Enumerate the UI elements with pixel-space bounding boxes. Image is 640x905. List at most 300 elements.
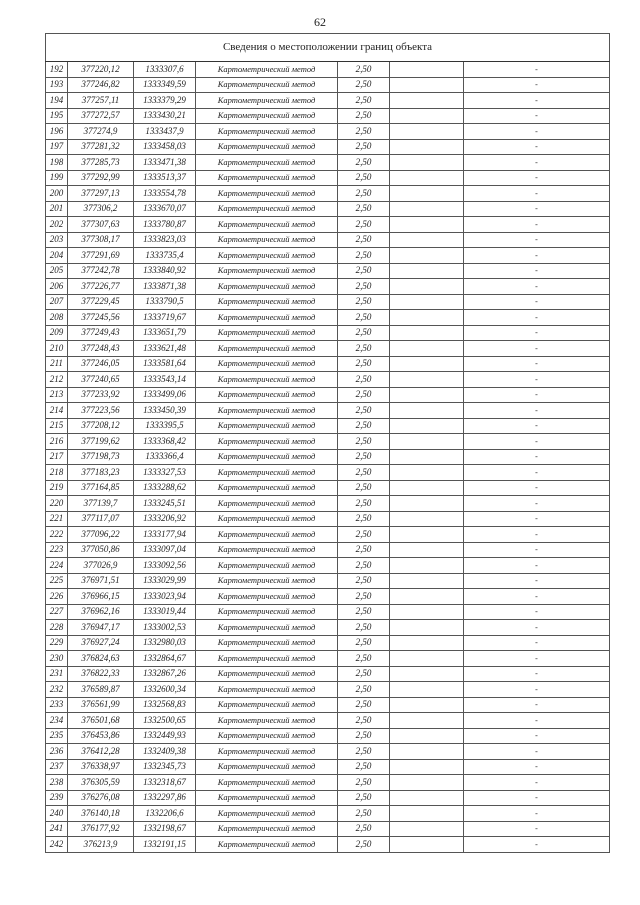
note-cell: - — [464, 248, 610, 264]
y-coordinate-cell: 1332980,03 — [134, 635, 196, 651]
accuracy-cell: 2,50 — [338, 697, 390, 713]
y-coordinate-cell: 1333790,5 — [134, 294, 196, 310]
description-cell — [390, 666, 464, 682]
method-cell: Картометрический метод — [196, 248, 338, 264]
note-cell: - — [464, 635, 610, 651]
x-coordinate-cell: 377292,99 — [68, 170, 134, 186]
description-cell — [390, 651, 464, 667]
point-number-cell: 202 — [46, 217, 68, 233]
accuracy-cell: 2,50 — [338, 155, 390, 171]
x-coordinate-cell: 377198,73 — [68, 449, 134, 465]
point-number-cell: 196 — [46, 124, 68, 140]
description-cell — [390, 682, 464, 698]
note-cell: - — [464, 403, 610, 419]
y-coordinate-cell: 1333368,42 — [134, 434, 196, 450]
accuracy-cell: 2,50 — [338, 651, 390, 667]
x-coordinate-cell: 377240,65 — [68, 372, 134, 388]
description-cell — [390, 434, 464, 450]
method-cell: Картометрический метод — [196, 620, 338, 636]
point-number-cell: 241 — [46, 821, 68, 837]
description-cell — [390, 558, 464, 574]
point-number-cell: 221 — [46, 511, 68, 527]
x-coordinate-cell: 377246,82 — [68, 77, 134, 93]
description-cell — [390, 573, 464, 589]
point-number-cell: 193 — [46, 77, 68, 93]
description-cell — [390, 93, 464, 109]
note-cell: - — [464, 155, 610, 171]
description-cell — [390, 821, 464, 837]
note-cell: - — [464, 775, 610, 791]
point-number-cell: 206 — [46, 279, 68, 295]
table-row — [46, 93, 610, 109]
table-row — [46, 434, 610, 450]
accuracy-cell: 2,50 — [338, 325, 390, 341]
description-cell — [390, 387, 464, 403]
method-cell: Картометрический метод — [196, 310, 338, 326]
description-cell — [390, 449, 464, 465]
method-cell: Картометрический метод — [196, 294, 338, 310]
accuracy-cell: 2,50 — [338, 821, 390, 837]
y-coordinate-cell: 1333206,92 — [134, 511, 196, 527]
table-row — [46, 217, 610, 233]
note-cell: - — [464, 93, 610, 109]
y-coordinate-cell: 1333029,99 — [134, 573, 196, 589]
point-number-cell: 201 — [46, 201, 68, 217]
table-row — [46, 527, 610, 543]
note-cell: - — [464, 744, 610, 760]
point-number-cell: 219 — [46, 480, 68, 496]
y-coordinate-cell: 1333499,06 — [134, 387, 196, 403]
description-cell — [390, 806, 464, 822]
x-coordinate-cell: 377050,86 — [68, 542, 134, 558]
point-number-cell: 216 — [46, 434, 68, 450]
note-cell: - — [464, 418, 610, 434]
table-row — [46, 542, 610, 558]
method-cell: Картометрический метод — [196, 759, 338, 775]
note-cell: - — [464, 806, 610, 822]
note-cell: - — [464, 124, 610, 140]
x-coordinate-cell: 377285,73 — [68, 155, 134, 171]
description-cell — [390, 604, 464, 620]
description-cell — [390, 589, 464, 605]
point-number-cell: 207 — [46, 294, 68, 310]
method-cell: Картометрический метод — [196, 263, 338, 279]
x-coordinate-cell: 376822,33 — [68, 666, 134, 682]
table-row — [46, 372, 610, 388]
description-cell — [390, 124, 464, 140]
description-cell — [390, 837, 464, 853]
x-coordinate-cell: 376412,28 — [68, 744, 134, 760]
point-number-cell: 203 — [46, 232, 68, 248]
point-number-cell: 205 — [46, 263, 68, 279]
x-coordinate-cell: 377220,12 — [68, 62, 134, 78]
table-row — [46, 248, 610, 264]
y-coordinate-cell: 1333307,6 — [134, 62, 196, 78]
description-cell — [390, 775, 464, 791]
x-coordinate-cell: 377281,32 — [68, 139, 134, 155]
x-coordinate-cell: 377233,92 — [68, 387, 134, 403]
method-cell: Картометрический метод — [196, 77, 338, 93]
method-cell: Картометрический метод — [196, 713, 338, 729]
y-coordinate-cell: 1333002,53 — [134, 620, 196, 636]
x-coordinate-cell: 376966,15 — [68, 589, 134, 605]
accuracy-cell: 2,50 — [338, 294, 390, 310]
x-coordinate-cell: 377307,63 — [68, 217, 134, 233]
description-cell — [390, 279, 464, 295]
point-number-cell: 224 — [46, 558, 68, 574]
point-number-cell: 194 — [46, 93, 68, 109]
method-cell: Картометрический метод — [196, 480, 338, 496]
note-cell: - — [464, 837, 610, 853]
accuracy-cell: 2,50 — [338, 806, 390, 822]
table-row — [46, 682, 610, 698]
description-cell — [390, 418, 464, 434]
description-cell — [390, 635, 464, 651]
x-coordinate-cell: 377291,69 — [68, 248, 134, 264]
y-coordinate-cell: 1333349,59 — [134, 77, 196, 93]
y-coordinate-cell: 1333780,87 — [134, 217, 196, 233]
x-coordinate-cell: 377274,9 — [68, 124, 134, 140]
y-coordinate-cell: 1333450,39 — [134, 403, 196, 419]
point-number-cell: 223 — [46, 542, 68, 558]
table-row — [46, 728, 610, 744]
x-coordinate-cell: 376927,24 — [68, 635, 134, 651]
table-row — [46, 651, 610, 667]
table-row — [46, 201, 610, 217]
accuracy-cell: 2,50 — [338, 682, 390, 698]
table-row — [46, 341, 610, 357]
y-coordinate-cell: 1332345,73 — [134, 759, 196, 775]
x-coordinate-cell: 376589,87 — [68, 682, 134, 698]
method-cell: Картометрический метод — [196, 821, 338, 837]
method-cell: Картометрический метод — [196, 124, 338, 140]
note-cell: - — [464, 511, 610, 527]
table-row — [46, 496, 610, 512]
x-coordinate-cell: 377306,2 — [68, 201, 134, 217]
x-coordinate-cell: 377242,78 — [68, 263, 134, 279]
x-coordinate-cell: 377249,43 — [68, 325, 134, 341]
y-coordinate-cell: 1333177,94 — [134, 527, 196, 543]
point-number-cell: 199 — [46, 170, 68, 186]
point-number-cell: 240 — [46, 806, 68, 822]
x-coordinate-cell: 376947,17 — [68, 620, 134, 636]
note-cell: - — [464, 620, 610, 636]
accuracy-cell: 2,50 — [338, 542, 390, 558]
x-coordinate-cell: 376177,92 — [68, 821, 134, 837]
method-cell: Картометрический метод — [196, 496, 338, 512]
method-cell: Картометрический метод — [196, 372, 338, 388]
note-cell: - — [464, 465, 610, 481]
description-cell — [390, 77, 464, 93]
x-coordinate-cell: 377117,07 — [68, 511, 134, 527]
note-cell: - — [464, 821, 610, 837]
point-number-cell: 209 — [46, 325, 68, 341]
method-cell: Картометрический метод — [196, 527, 338, 543]
method-cell: Картометрический метод — [196, 573, 338, 589]
accuracy-cell: 2,50 — [338, 232, 390, 248]
table-row — [46, 403, 610, 419]
x-coordinate-cell: 376305,59 — [68, 775, 134, 791]
y-coordinate-cell: 1332449,93 — [134, 728, 196, 744]
x-coordinate-cell: 377246,05 — [68, 356, 134, 372]
y-coordinate-cell: 1333366,4 — [134, 449, 196, 465]
note-cell: - — [464, 372, 610, 388]
point-number-cell: 218 — [46, 465, 68, 481]
accuracy-cell: 2,50 — [338, 186, 390, 202]
point-number-cell: 211 — [46, 356, 68, 372]
table-row — [46, 480, 610, 496]
table-title-row — [46, 34, 610, 62]
method-cell: Картометрический метод — [196, 279, 338, 295]
y-coordinate-cell: 1332500,65 — [134, 713, 196, 729]
method-cell: Картометрический метод — [196, 635, 338, 651]
description-cell — [390, 108, 464, 124]
table-row — [46, 573, 610, 589]
y-coordinate-cell: 1333458,03 — [134, 139, 196, 155]
method-cell: Картометрический метод — [196, 666, 338, 682]
table-row — [46, 806, 610, 822]
point-number-cell: 230 — [46, 651, 68, 667]
accuracy-cell: 2,50 — [338, 217, 390, 233]
method-cell: Картометрический метод — [196, 232, 338, 248]
y-coordinate-cell: 1333023,94 — [134, 589, 196, 605]
y-coordinate-cell: 1333823,03 — [134, 232, 196, 248]
point-number-cell: 226 — [46, 589, 68, 605]
point-number-cell: 235 — [46, 728, 68, 744]
point-number-cell: 239 — [46, 790, 68, 806]
accuracy-cell: 2,50 — [338, 604, 390, 620]
note-cell: - — [464, 62, 610, 78]
boundary-coordinates-table — [45, 33, 610, 853]
point-number-cell: 198 — [46, 155, 68, 171]
accuracy-cell: 2,50 — [338, 527, 390, 543]
note-cell: - — [464, 232, 610, 248]
x-coordinate-cell: 377308,17 — [68, 232, 134, 248]
description-cell — [390, 527, 464, 543]
table-row — [46, 635, 610, 651]
description-cell — [390, 62, 464, 78]
accuracy-cell: 2,50 — [338, 620, 390, 636]
description-cell — [390, 713, 464, 729]
method-cell: Картометрический метод — [196, 697, 338, 713]
note-cell: - — [464, 651, 610, 667]
point-number-cell: 229 — [46, 635, 68, 651]
accuracy-cell: 2,50 — [338, 341, 390, 357]
x-coordinate-cell: 377226,77 — [68, 279, 134, 295]
accuracy-cell: 2,50 — [338, 728, 390, 744]
point-number-cell: 200 — [46, 186, 68, 202]
table-row — [46, 759, 610, 775]
point-number-cell: 233 — [46, 697, 68, 713]
note-cell: - — [464, 201, 610, 217]
note-cell: - — [464, 589, 610, 605]
method-cell: Картометрический метод — [196, 465, 338, 481]
description-cell — [390, 170, 464, 186]
y-coordinate-cell: 1332600,34 — [134, 682, 196, 698]
y-coordinate-cell: 1333543,14 — [134, 372, 196, 388]
point-number-cell: 242 — [46, 837, 68, 853]
accuracy-cell: 2,50 — [338, 279, 390, 295]
accuracy-cell: 2,50 — [338, 635, 390, 651]
point-number-cell: 237 — [46, 759, 68, 775]
method-cell: Картометрический метод — [196, 434, 338, 450]
y-coordinate-cell: 1333437,9 — [134, 124, 196, 140]
x-coordinate-cell: 377199,62 — [68, 434, 134, 450]
y-coordinate-cell: 1332318,67 — [134, 775, 196, 791]
note-cell: - — [464, 728, 610, 744]
method-cell: Картометрический метод — [196, 403, 338, 419]
x-coordinate-cell: 377248,43 — [68, 341, 134, 357]
y-coordinate-cell: 1333735,4 — [134, 248, 196, 264]
x-coordinate-cell: 377164,85 — [68, 480, 134, 496]
point-number-cell: 213 — [46, 387, 68, 403]
y-coordinate-cell: 1333395,5 — [134, 418, 196, 434]
note-cell: - — [464, 294, 610, 310]
description-cell — [390, 496, 464, 512]
accuracy-cell: 2,50 — [338, 666, 390, 682]
point-number-cell: 204 — [46, 248, 68, 264]
table-row — [46, 837, 610, 853]
point-number-cell: 195 — [46, 108, 68, 124]
table-row — [46, 155, 610, 171]
accuracy-cell: 2,50 — [338, 496, 390, 512]
point-number-cell: 238 — [46, 775, 68, 791]
note-cell: - — [464, 387, 610, 403]
note-cell: - — [464, 666, 610, 682]
accuracy-cell: 2,50 — [338, 62, 390, 78]
accuracy-cell: 2,50 — [338, 449, 390, 465]
table-row — [46, 325, 610, 341]
method-cell: Картометрический метод — [196, 93, 338, 109]
note-cell: - — [464, 325, 610, 341]
table-row — [46, 589, 610, 605]
accuracy-cell: 2,50 — [338, 775, 390, 791]
x-coordinate-cell: 377257,11 — [68, 93, 134, 109]
table-row — [46, 108, 610, 124]
method-cell: Картометрический метод — [196, 604, 338, 620]
method-cell: Картометрический метод — [196, 558, 338, 574]
point-number-cell: 234 — [46, 713, 68, 729]
accuracy-cell: 2,50 — [338, 387, 390, 403]
y-coordinate-cell: 1333651,79 — [134, 325, 196, 341]
y-coordinate-cell: 1333871,38 — [134, 279, 196, 295]
accuracy-cell: 2,50 — [338, 434, 390, 450]
x-coordinate-cell: 377096,22 — [68, 527, 134, 543]
note-cell: - — [464, 341, 610, 357]
table-row — [46, 620, 610, 636]
note-cell: - — [464, 310, 610, 326]
table-body — [46, 34, 610, 853]
method-cell: Картометрический метод — [196, 511, 338, 527]
x-coordinate-cell: 377026,9 — [68, 558, 134, 574]
point-number-cell: 222 — [46, 527, 68, 543]
y-coordinate-cell: 1333288,62 — [134, 480, 196, 496]
point-number-cell: 192 — [46, 62, 68, 78]
x-coordinate-cell: 376971,51 — [68, 573, 134, 589]
note-cell: - — [464, 790, 610, 806]
table-row — [46, 713, 610, 729]
table-row — [46, 387, 610, 403]
description-cell — [390, 263, 464, 279]
description-cell — [390, 372, 464, 388]
y-coordinate-cell: 1333621,48 — [134, 341, 196, 357]
accuracy-cell: 2,50 — [338, 589, 390, 605]
point-number-cell: 214 — [46, 403, 68, 419]
description-cell — [390, 465, 464, 481]
table-row — [46, 279, 610, 295]
table-row — [46, 418, 610, 434]
y-coordinate-cell: 1332568,83 — [134, 697, 196, 713]
table-row — [46, 790, 610, 806]
accuracy-cell: 2,50 — [338, 480, 390, 496]
description-cell — [390, 201, 464, 217]
table-row — [46, 77, 610, 93]
note-cell: - — [464, 604, 610, 620]
note-cell: - — [464, 356, 610, 372]
y-coordinate-cell: 1332867,26 — [134, 666, 196, 682]
point-number-cell: 215 — [46, 418, 68, 434]
table-row — [46, 139, 610, 155]
note-cell: - — [464, 527, 610, 543]
y-coordinate-cell: 1333019,44 — [134, 604, 196, 620]
note-cell: - — [464, 759, 610, 775]
note-cell: - — [464, 713, 610, 729]
method-cell: Картометрический метод — [196, 744, 338, 760]
y-coordinate-cell: 1333379,29 — [134, 93, 196, 109]
method-cell: Картометрический метод — [196, 186, 338, 202]
method-cell: Картометрический метод — [196, 356, 338, 372]
note-cell: - — [464, 108, 610, 124]
note-cell: - — [464, 217, 610, 233]
note-cell: - — [464, 496, 610, 512]
table-row — [46, 62, 610, 78]
table-row — [46, 186, 610, 202]
note-cell: - — [464, 170, 610, 186]
accuracy-cell: 2,50 — [338, 263, 390, 279]
table-row — [46, 666, 610, 682]
x-coordinate-cell: 377297,13 — [68, 186, 134, 202]
table-row — [46, 465, 610, 481]
accuracy-cell: 2,50 — [338, 356, 390, 372]
y-coordinate-cell: 1333327,53 — [134, 465, 196, 481]
accuracy-cell: 2,50 — [338, 124, 390, 140]
description-cell — [390, 790, 464, 806]
x-coordinate-cell: 377139,7 — [68, 496, 134, 512]
note-cell: - — [464, 542, 610, 558]
description-cell — [390, 186, 464, 202]
method-cell: Картометрический метод — [196, 341, 338, 357]
accuracy-cell: 2,50 — [338, 248, 390, 264]
description-cell — [390, 480, 464, 496]
accuracy-cell: 2,50 — [338, 170, 390, 186]
point-number-cell: 210 — [46, 341, 68, 357]
method-cell: Картометрический метод — [196, 775, 338, 791]
x-coordinate-cell: 376276,08 — [68, 790, 134, 806]
note-cell: - — [464, 434, 610, 450]
accuracy-cell: 2,50 — [338, 201, 390, 217]
method-cell: Картометрический метод — [196, 155, 338, 171]
x-coordinate-cell: 376561,99 — [68, 697, 134, 713]
point-number-cell: 225 — [46, 573, 68, 589]
point-number-cell: 220 — [46, 496, 68, 512]
method-cell: Картометрический метод — [196, 682, 338, 698]
accuracy-cell: 2,50 — [338, 713, 390, 729]
x-coordinate-cell: 376501,68 — [68, 713, 134, 729]
note-cell: - — [464, 682, 610, 698]
method-cell: Картометрический метод — [196, 806, 338, 822]
point-number-cell: 212 — [46, 372, 68, 388]
y-coordinate-cell: 1333471,38 — [134, 155, 196, 171]
